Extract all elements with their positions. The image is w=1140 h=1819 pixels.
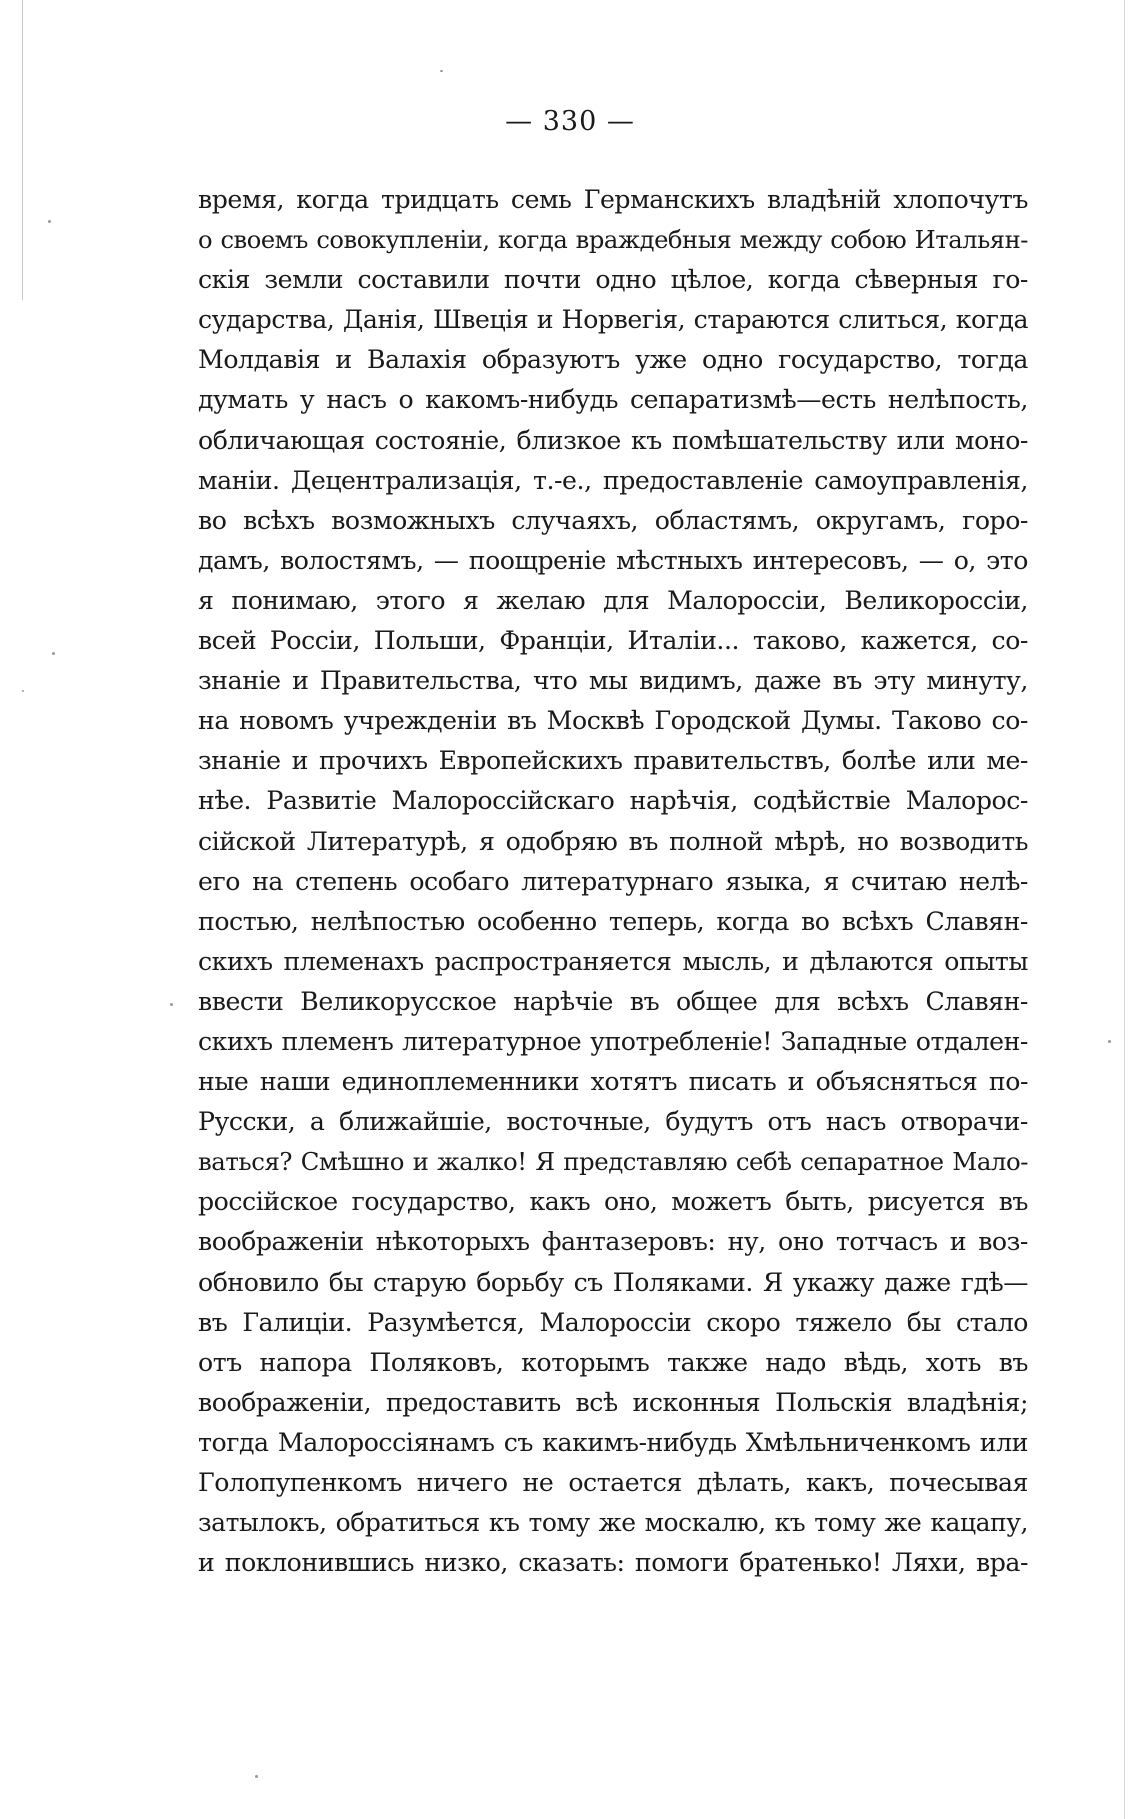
text-line: знаніе и прочихъ Европейскихъ правительствъ, болѣе или ме-: [198, 746, 1028, 776]
text-line: ввести Великорусское нарѣчіе въ общее для всѣхъ Славян-: [198, 986, 1028, 1016]
text-line: воображеніи нѣкоторыхъ фантазеровъ: ну, оно тотчасъ и воз-: [198, 1227, 1028, 1257]
text-line: обновило бы старую борьбу съ Поляками. Я укажу даже гдѣ—: [198, 1267, 1028, 1297]
text-line: на новомъ учрежденіи въ Москвѣ Городской Думы. Таково со-: [198, 706, 1028, 736]
text-line: Русски, а ближайшіе, восточные, будутъ отъ насъ отворачи-: [198, 1107, 1028, 1137]
text-line: и поклонившись низко, сказать: помоги братенько! Ляхи, вра-: [198, 1548, 1028, 1578]
text-line: сударства, Данія, Швеція и Норвегія, стараются слиться, когда: [198, 305, 1029, 335]
text-line: думать у насъ о какомъ-нибудь сепаратизмѣ—есть нелѣпость,: [198, 385, 1028, 415]
scan-speck: [170, 1003, 173, 1006]
scan-speck: [440, 70, 443, 72]
text-line: о своемъ совокупленіи, когда враждебныя между собою Итальян-: [198, 226, 1028, 255]
text-line: россійское государство, какъ оно, можетъ быть, рисуется въ: [198, 1187, 1028, 1217]
scan-speck: [22, 690, 24, 692]
text-line: ваться? Смѣшно и жалко! Я представляю себѣ сепаратное Мало-: [198, 1147, 1028, 1177]
text-line: затылокъ, обратиться къ тому же москалю, къ тому же кацапу,: [198, 1508, 1028, 1538]
text-line: всей Россіи, Польши, Франціи, Италіи... таково, кажется, со-: [198, 626, 1028, 656]
text-line: скія земли составили почти одно цѣлое, когда сѣверныя го-: [198, 265, 1028, 295]
text-line: сійской Литературѣ, я одобряю въ полной мѣрѣ, но возводить: [198, 826, 1028, 856]
text-line: во всѣхъ возможныхъ случаяхъ, областямъ, округамъ, горо-: [198, 505, 1028, 535]
body-text: [198, 180, 1028, 1583]
text-line: время, когда тридцать семь Германскихъ владѣній хлопочутъ: [198, 185, 1028, 214]
text-line: Голопупенкомъ ничего не остается дѣлать, какъ, почесывая: [198, 1468, 1028, 1497]
text-line: дамъ, волостямъ, — поощреніе мѣстныхъ интересовъ, — о, это: [198, 545, 1028, 575]
text-line: обличающая состояніе, близкое къ помѣшательству или моно-: [198, 425, 1028, 455]
text-line: знаніе и Правительства, что мы видимъ, даже въ эту минуту,: [198, 666, 1028, 696]
scan-speck: [48, 220, 51, 223]
scan-speck: [1108, 1040, 1111, 1043]
text-line: въ Галиціи. Разумѣется, Малороссіи скоро тяжело бы стало: [198, 1307, 1028, 1337]
scan-speck: [255, 1775, 258, 1778]
text-line: отъ напора Поляковъ, которымъ также надо вѣдь, хоть въ: [198, 1347, 1028, 1377]
text-line: постью, нелѣпостью особенно теперь, когда во всѣхъ Славян-: [198, 906, 1028, 936]
left-edge-shadow: [22, 0, 23, 300]
page-number: — 330 —: [505, 106, 635, 137]
text-line: его на степень особаго литературнаго языка, я считаю нелѣ-: [198, 866, 1028, 896]
text-line: я понимаю, этого я желаю для Малороссіи, Великороссіи,: [198, 585, 1028, 615]
text-line: нѣе. Развитіе Малороссійскаго нарѣчія, содѣйствіе Малорос-: [198, 786, 1028, 816]
right-edge-shadow: [1124, 0, 1125, 1819]
text-line: ные наши единоплеменники хотятъ писать и объясняться по-: [198, 1067, 1028, 1097]
text-line: скихъ племенъ литературное употребленіе! Западные отдален-: [198, 1026, 1028, 1056]
scan-speck: [52, 652, 55, 655]
text-line: скихъ племенахъ распространяется мысль, и дѣлаются опыты: [198, 946, 1028, 976]
text-line: тогда Малороссіянамъ съ какимъ-нибудь Хмѣльниченкомъ или: [198, 1427, 1028, 1457]
text-line: маніи. Децентрализація, т.-е., предоставленіе самоуправленія,: [198, 465, 1028, 495]
text-line: воображеніи, предоставить всѣ исконныя Польскія владѣнія;: [198, 1387, 1028, 1417]
text-line: Молдавія и Валахія образуютъ уже одно государство, тогда: [198, 345, 1028, 375]
